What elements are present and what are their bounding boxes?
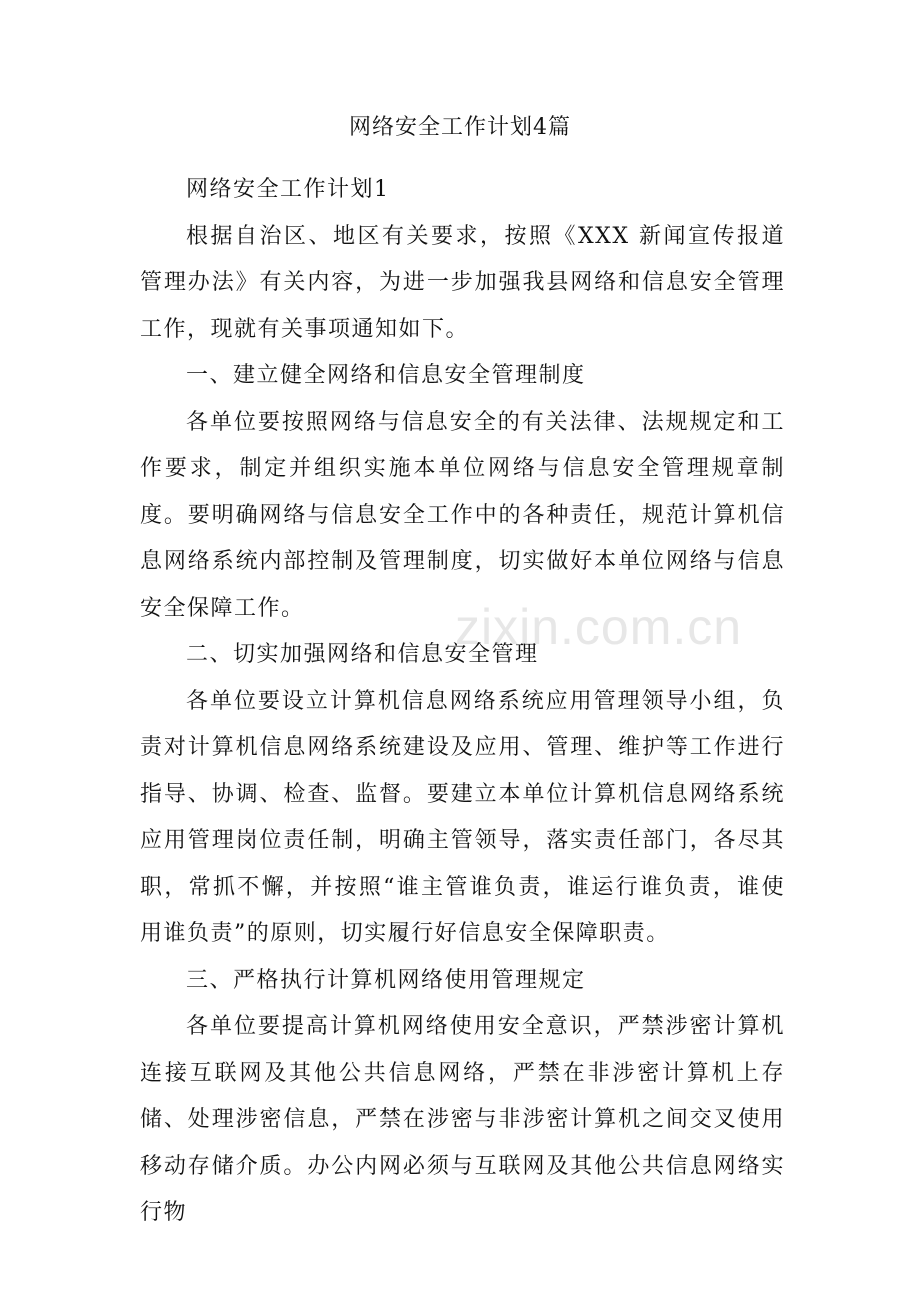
- document-body: [140, 167, 785, 1237]
- section-heading-2: 二、切实加强网络和信息安全管理: [186, 642, 539, 667]
- paragraph-section-1: 各单位要按照网络与信息安全的有关法律、法规规定和工作要求，制定并组织实施本单位网络与信息安全管理规章制度。要明确网络与信息安全工作中的各种责任，规范计算机信息网络系统内部控制及管理制度，切实做好本单位网络与信息安全保障工作。: [140, 409, 785, 621]
- paragraph-section-3: 各单位要提高计算机网络使用安全意识，严禁涉密计算机连接互联网及其他公共信息网络，严禁在非涉密计算机上存储、处理涉密信息，严禁在涉密与非涉密计算机之间交叉使用移动存储介质。办公内网必须与互联网及其他公共信息网络实行物: [140, 1014, 785, 1225]
- section-heading-3: 三、严格执行计算机网络使用管理规定: [186, 967, 586, 993]
- watermark: zixin.com.cn: [455, 599, 743, 655]
- paragraph-section-2: 各单位要设立计算机信息网络系统应用管理领导小组，负责对计算机信息网络系统建设及应用、管理、维护等工作进行指导、协调、检查、监督。要建立本单位计算机信息网络系统应用管理岗位责任制，明确主管领导，落实责任部门，各尽其职，常抓不懈，并按照“谁主管谁负责，谁运行谁负责，谁使用谁负责”的原则，切实履行好信息安全保障职责。: [140, 688, 785, 946]
- document-title: 网络安全工作计划4篇: [349, 115, 571, 140]
- paragraph-intro: 根据自治区、地区有关要求，按照《XXX 新闻宣传报道管理办法》有关内容，为进一步加强我县网络和信息安全管理工作，现就有关事项通知如下。: [140, 223, 785, 342]
- section-heading-1: 一、建立健全网络和信息安全管理制度: [186, 363, 586, 388]
- section-heading-plan-1: 网络安全工作计划1: [186, 177, 390, 202]
